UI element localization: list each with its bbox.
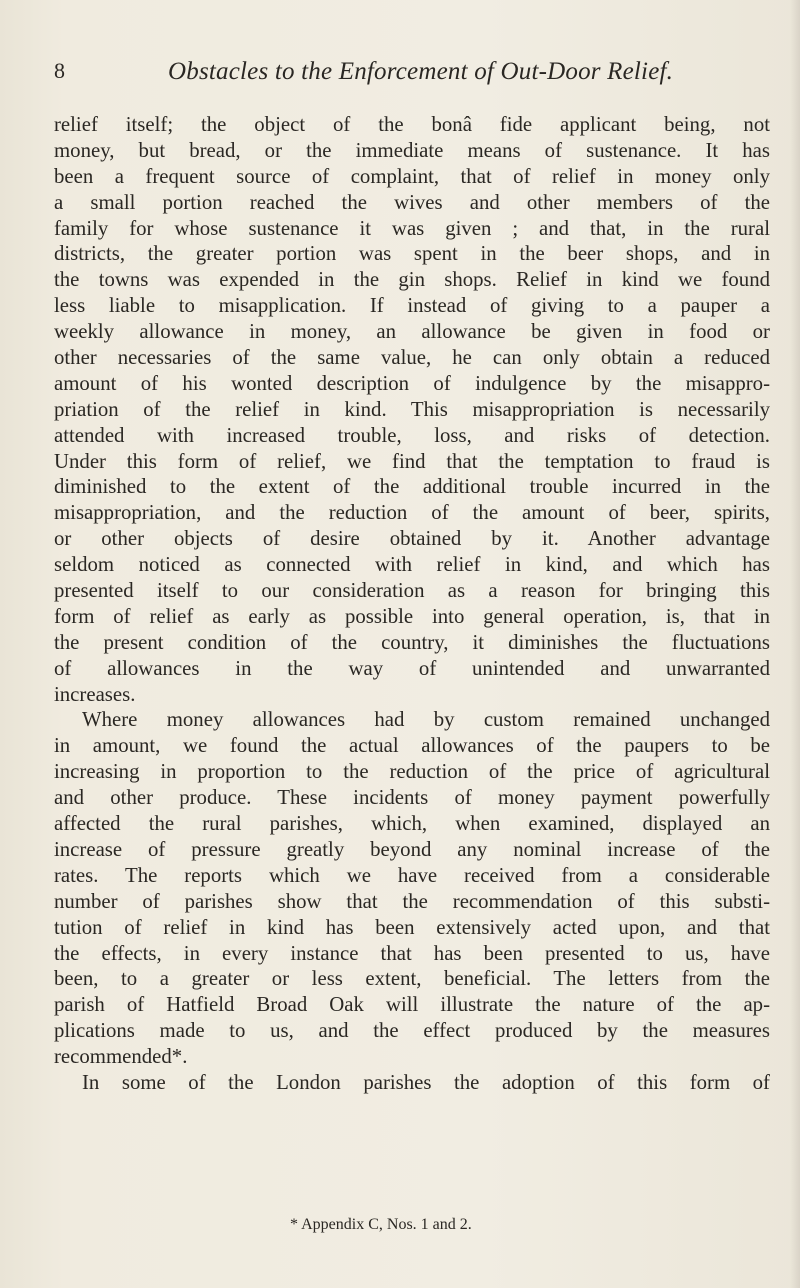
text-line: increase of pressure greatly beyond any nominal increase of the [54, 837, 770, 861]
body-text [54, 112, 770, 1096]
text-line: affected the rural parishes, which, when examined, displayed an [54, 812, 770, 836]
text-line: recommended*. [54, 1045, 188, 1069]
text-line: the present condition of the country, it diminishes the fluctuations [54, 630, 770, 654]
text-line: misappropriation, and the reduction of the amount of beer, spirits, [54, 501, 770, 525]
text-line: plications made to us, and the effect produced by the measures [54, 1019, 770, 1043]
text-line: and other produce. These incidents of money payment powerfully [54, 786, 770, 810]
text-line: form of relief as early as possible into general operation, is, that in [54, 604, 770, 628]
text-line: tution of relief in kind has been extensively acted upon, and that [54, 915, 770, 939]
text-line: number of parishes show that the recommendation of this substi- [54, 889, 770, 913]
text-line: weekly allowance in money, an allowance be given in food or [54, 320, 770, 344]
text-line: presented itself to our consideration as a reason for bringing this [54, 579, 770, 603]
text-line: been a frequent source of complaint, that of relief in money only [54, 164, 770, 188]
text-line: of allowances in the way of unintended and unwarranted [54, 656, 770, 680]
text-line: the towns was expended in the gin shops. Relief in kind we found [54, 268, 770, 292]
text-line: Under this form of relief, we find that the temptation to fraud is [54, 449, 770, 473]
page-edge-shadow [790, 0, 800, 1288]
footnote: * Appendix C, Nos. 1 and 2. [290, 1216, 472, 1233]
text-line: the effects, in every instance that has been presented to us, have [54, 941, 770, 965]
running-head [54, 58, 754, 98]
text-line: priation of the relief in kind. This misappropriation is necessarily [54, 397, 770, 421]
text-line: amount of his wonted description of indulgence by the misappro- [54, 371, 770, 395]
text-line: family for whose sustenance it was given ; and that, in the rural [54, 216, 770, 240]
text-line: districts, the greater portion was spent in the beer shops, and in [54, 242, 770, 266]
text-line: increasing in proportion to the reduction of the price of agricultural [54, 760, 770, 784]
running-title: Obstacles to the Enforcement of Out-Door Relief. [168, 58, 674, 85]
text-line: a small portion reached the wives and other members of the [54, 190, 770, 214]
text-line: rates. The reports which we have received from a considerable [54, 863, 770, 887]
text-line: relief itself; the object of the bonâ fide applicant being, not [54, 113, 770, 136]
text-line: In some of the London parishes the adoption of this form of [82, 1070, 770, 1094]
page-number: 8 [54, 58, 65, 83]
text-line: less liable to misapplication. If instead of giving to a pauper a [54, 294, 770, 318]
text-line: seldom noticed as connected with relief in kind, and which has [54, 553, 770, 577]
text-line: attended with increased trouble, loss, and risks of detection. [54, 423, 770, 447]
text-line: been, to a greater or less extent, beneficial. The letters from the [54, 967, 770, 991]
text-line: other necessaries of the same value, he can only obtain a reduced [54, 346, 770, 370]
text-line: diminished to the extent of the additional trouble incurred in the [54, 475, 770, 499]
text-line: or other objects of desire obtained by it. Another advantage [54, 527, 770, 551]
text-line: in amount, we found the actual allowances of the paupers to be [54, 734, 770, 758]
text-line: parish of Hatfield Broad Oak will illustrate the nature of the ap- [54, 993, 770, 1017]
text-line: Where money allowances had by custom remained unchanged [82, 708, 770, 732]
text-line: money, but bread, or the immediate means of sustenance. It has [54, 138, 770, 162]
text-line: increases. [54, 682, 136, 706]
